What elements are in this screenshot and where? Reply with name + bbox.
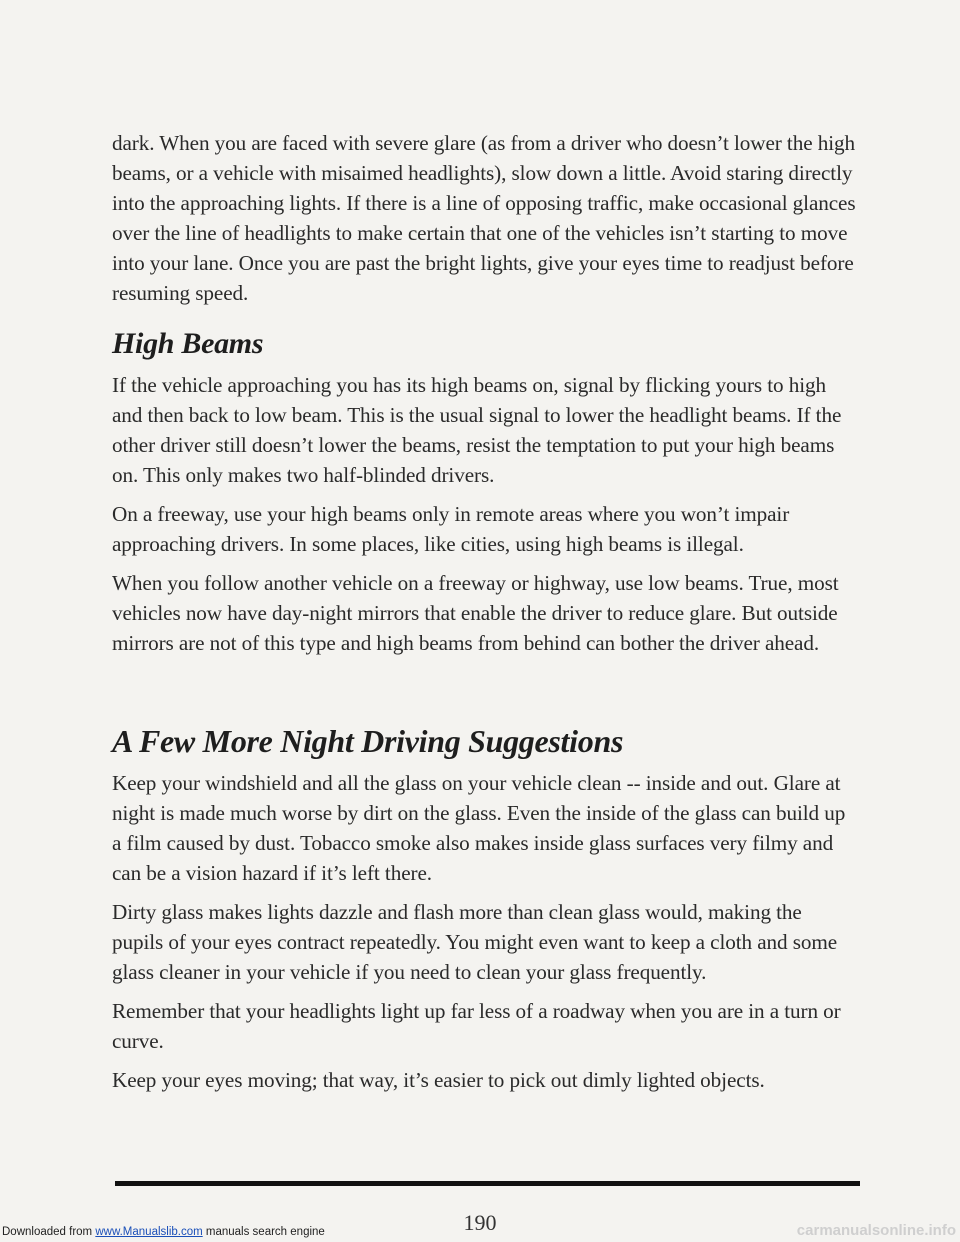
footer-rule	[115, 1181, 860, 1186]
section-heading-night-driving: A Few More Night Driving Suggestions	[112, 723, 624, 759]
intro-paragraph: dark. When you are faced with severe glare (as from a driver who doesn’t lower the high beams, or a vehicle with misaimed headlights), slow down a little. Avoid staring directly into the approaching lights. If there is a line of opposing traffic, make occasional glances over the line of headlights to make certain that one of the vehicles isn’t starting to move into your lane. Once you are past the bright lights, give your eyes time to readjust before resuming speed.	[112, 131, 856, 305]
manualslib-link[interactable]: www.Manualslib.com	[95, 1226, 203, 1238]
night-driving-section	[112, 768, 857, 1104]
download-prefix: Downloaded from	[2, 1226, 96, 1238]
night-driving-paragraph-4: Keep your eyes moving; that way, it’s easier to pick out dimly lighted objects.	[112, 1068, 765, 1092]
high-beams-paragraph-2: On a freeway, use your high beams only in remote areas where you won’t impair approaching drivers. In some places, like cities, using high beams is illegal.	[112, 502, 790, 556]
high-beams-paragraph-3: When you follow another vehicle on a freeway or highway, use low beams. True, most vehicles now have day-night mirrors that enable the driver to reduce glare. But outside mirrors are not of this type and high beams from behind can bother the driver ahead.	[112, 571, 839, 655]
section-heading-high-beams: High Beams	[112, 327, 264, 360]
download-suffix: manuals search engine	[202, 1226, 325, 1238]
page-number: 190	[463, 1210, 497, 1235]
high-beams-section	[112, 370, 857, 667]
night-driving-paragraph-2: Dirty glass makes lights dazzle and flash more than clean glass would, making the pupils of your eyes contract repeatedly. You might even want to keep a cloth and some glass cleaner in your vehicle if you need to clean your glass frequently.	[112, 900, 838, 984]
night-driving-paragraph-1: Keep your windshield and all the glass on your vehicle clean -- inside and out. Glare at night is made much worse by dirt on the glass. Even the inside of the glass can build up a film caused by dust. Tobacco smoke also makes inside glass surfaces very filmy and can be a vision hazard if it’s left there.	[112, 771, 846, 885]
download-notice	[2, 1226, 325, 1238]
site-watermark: carmanualsonline.info	[796, 1222, 956, 1239]
night-driving-paragraph-3: Remember that your headlights light up far less of a roadway when you are in a turn or curve.	[112, 999, 841, 1053]
high-beams-paragraph-1: If the vehicle approaching you has its high beams on, signal by flicking yours to high and then back to low beam. This is the usual signal to lower the headlight beams. If the other driver still doesn’t lower the beams, resist the temptation to put your high beams on. This only makes two half-blinded drivers.	[112, 373, 842, 487]
